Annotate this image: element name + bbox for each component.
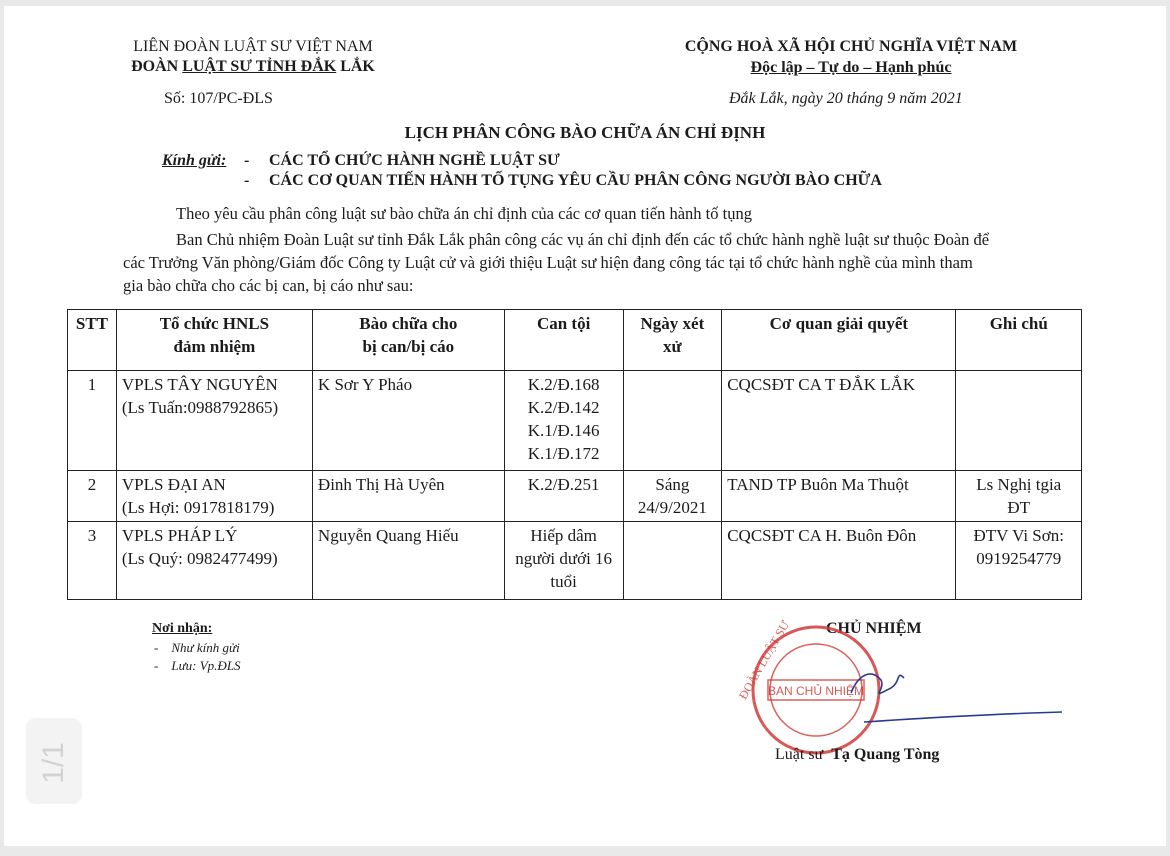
cell-authority: CQCSĐT CA H. Buôn Đôn — [722, 522, 956, 600]
country-motto: Độc lập – Tự do – Hạnh phúc — [750, 59, 952, 76]
cell-defendant: Nguyễn Quang Hiếu — [312, 522, 504, 600]
cell-org: VPLS TÂY NGUYÊN (Ls Tuấn:0988792865) — [116, 371, 312, 471]
page-indicator: 1/1 — [26, 718, 82, 804]
cell-stt: 1 — [68, 371, 117, 471]
footer-recipient-item: - Như kính gửi — [154, 640, 240, 655]
signature-stroke-icon — [864, 706, 1064, 726]
cell-authority: CQCSĐT CA T ĐẮK LẮK — [722, 371, 956, 471]
table-header-row — [68, 310, 1082, 371]
header-trial-date: Ngày xét xử — [623, 310, 722, 371]
org-parent: LIÊN ĐOÀN LUẬT SƯ VIỆT NAM — [133, 38, 373, 55]
cell-stt: 3 — [68, 522, 117, 600]
recipients-label: Kính gửi: — [162, 152, 227, 169]
svg-text:ĐOÀN LUẬT SƯ: ĐOÀN LUẬT SƯ — [735, 618, 793, 702]
signatory: Luật sư Tạ Quang Tòng — [775, 746, 940, 763]
assignment-table — [67, 309, 1082, 600]
table-row — [68, 522, 1082, 600]
document-date: Đắk Lắk, ngày 20 tháng 9 năm 2021 — [729, 90, 963, 107]
cell-trial-date — [623, 522, 722, 600]
recipient-item-2: CÁC CƠ QUAN TIẾN HÀNH TỐ TỤNG YÊU CẦU PHÂN CÔNG NGƯỜI BÀO CHỮA — [269, 172, 882, 189]
cell-defendant: K Sơr Y Pháo — [312, 371, 504, 471]
cell-trial-date — [623, 371, 722, 471]
cell-org: VPLS ĐẠI AN (Ls Hợi: 0917818179) — [116, 471, 312, 522]
footer-recipients-label: Nơi nhận: — [152, 621, 213, 636]
official-seal-icon — [735, 618, 906, 756]
header-org: Tổ chức HNLS đảm nhiệm — [116, 310, 312, 371]
country-name: CỘNG HOÀ XÃ HỘI CHỦ NGHĨA VIỆT NAM — [684, 38, 1018, 55]
body-paragraph-2-line-2: các Trưởng Văn phòng/Giám đốc Công ty Luật cử và giới thiệu Luật sư hiện đang công tác tại tổ chức hành nghề của mình tham — [123, 253, 973, 272]
document-page — [4, 6, 1166, 846]
header-defendant: Bào chữa cho bị can/bị cáo — [312, 310, 504, 371]
header-stt: STT — [68, 310, 117, 371]
recipient-item: - — [244, 172, 250, 189]
body-paragraph-1: Theo yêu cầu phân công luật sư bào chữa án chỉ định của các cơ quan tiến hành tố tụng — [176, 204, 752, 223]
cell-crime: K.2/Đ.251 — [504, 471, 623, 522]
document-title: LỊCH PHÂN CÔNG BÀO CHỮA ÁN CHỈ ĐỊNH — [404, 123, 766, 142]
seal-center-text: BAN CHỦ NHIỆM — [767, 684, 865, 698]
signature-role: CHỦ NHIỆM — [826, 620, 922, 637]
body-paragraph-2-line-3: gia bào chữa cho các bị can, bị cáo như sau: — [123, 276, 414, 295]
cell-crime: K.2/Đ.168 K.2/Đ.142 K.1/Đ.146 K.1/Đ.172 — [504, 371, 623, 471]
header-authority: Cơ quan giải quyết — [722, 310, 956, 371]
header-crime: Can tội — [504, 310, 623, 371]
header-note: Ghi chú — [956, 310, 1082, 371]
footer-recipient-item: - Lưu: Vp.ĐLS — [154, 658, 241, 673]
org-name: ĐOÀN LUẬT SƯ TỈNH ĐẮK LẮK — [131, 58, 375, 75]
cell-note — [956, 371, 1082, 471]
document-number: Số: 107/PC-ĐLS — [164, 90, 273, 107]
cell-org: VPLS PHÁP LÝ (Ls Quý: 0982477499) — [116, 522, 312, 600]
cell-defendant: Đinh Thị Hà Uyên — [312, 471, 504, 522]
table-row — [68, 471, 1082, 522]
cell-trial-date: Sáng 24/9/2021 — [623, 471, 722, 522]
cell-note: ĐTV Vi Sơn: 0919254779 — [956, 522, 1082, 600]
cell-note: Ls Nghị tgia ĐT — [956, 471, 1082, 522]
body-paragraph-2-line-1: Ban Chủ nhiệm Đoàn Luật sư tỉnh Đắk Lắk phân công các vụ án chỉ định đến các tổ chức hành nghề luật sư thuộc Đoàn để — [176, 230, 990, 249]
recipient-item: - — [244, 152, 250, 169]
recipient-item-1: CÁC TỔ CHỨC HÀNH NGHỀ LUẬT SƯ — [269, 152, 560, 169]
table-row — [68, 371, 1082, 471]
cell-crime: Hiếp dâm người dưới 16 tuổi — [504, 522, 623, 600]
cell-stt: 2 — [68, 471, 117, 522]
cell-authority: TAND TP Buôn Ma Thuột — [722, 471, 956, 522]
